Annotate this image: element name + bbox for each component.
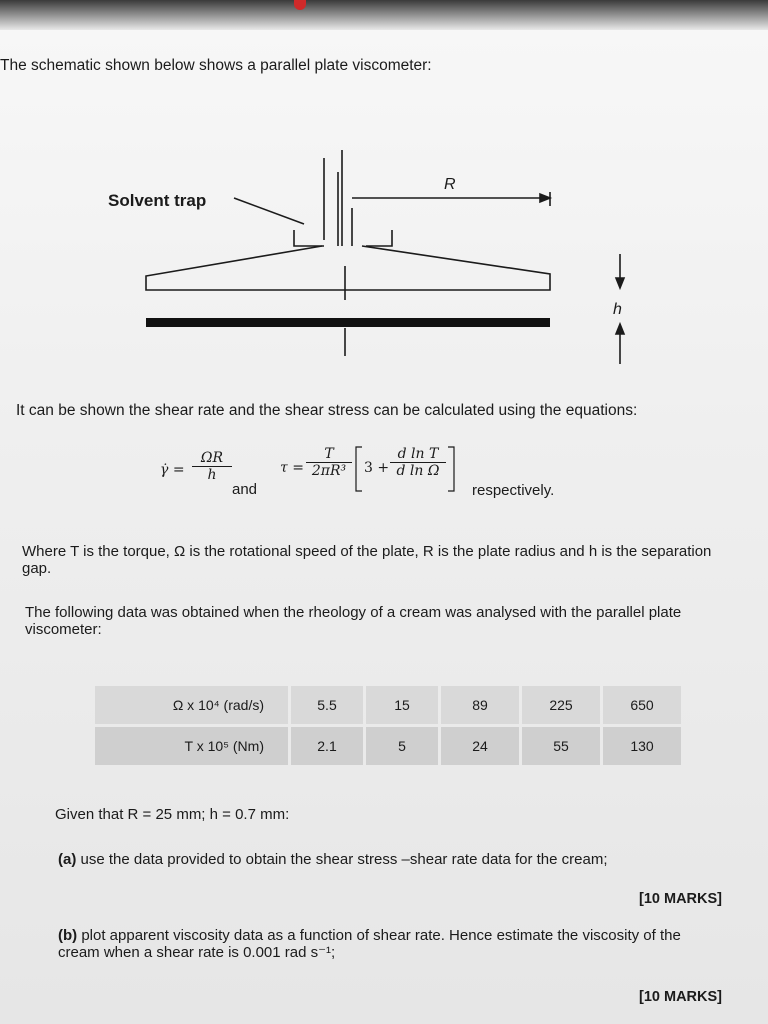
question-b <box>58 927 724 961</box>
table-cell: 130 <box>603 727 681 765</box>
table-cell: 5 <box>366 727 438 765</box>
left-bracket <box>354 446 364 492</box>
table-row-header: T x 10⁵ (Nm) <box>95 727 288 765</box>
respectively-text: respectively. <box>472 482 555 499</box>
table-cell: 24 <box>441 727 519 765</box>
question-b-marks: [10 MARKS] <box>639 989 722 1005</box>
lower-plate <box>146 318 550 327</box>
table-cell: 650 <box>603 686 681 724</box>
table-cell: 5.5 <box>291 686 363 724</box>
shear-stress-equation <box>280 446 460 498</box>
question-a-text: use the data provided to obtain the shear stress –shear rate data for the cream; <box>80 851 608 868</box>
shear-rate-denominator: h <box>207 467 217 483</box>
table-cell: 2.1 <box>291 727 363 765</box>
shear-rate-lhs: γ̇ = <box>160 462 185 478</box>
table-row-header: Ω x 10⁴ (rad/s) <box>95 686 288 724</box>
solvent-trap-label: Solvent trap <box>108 191 207 210</box>
right-bracket <box>446 446 456 492</box>
question-a-marks: [10 MARKS] <box>639 891 722 907</box>
log-denominator: d ln Ω <box>396 463 440 479</box>
question-a <box>58 851 718 868</box>
and-text: and <box>232 481 258 498</box>
table-cell: 225 <box>522 686 600 724</box>
question-b-text: plot apparent viscosity data as a function of shear rate. Hence estimate the viscosity of the cream when a shear rate is 0.001 rad s⁻¹; <box>58 927 681 961</box>
log-numerator: d ln T <box>390 446 446 463</box>
table-cell: 89 <box>441 686 519 724</box>
where-text: Where T is the torque, Ω is the rotational speed of the plate, R is the plate radius and h is the separation gap. <box>22 543 712 577</box>
shear-stress-numerator: T <box>306 446 352 463</box>
viscometer-schematic <box>100 150 640 370</box>
table-cell: 55 <box>522 727 600 765</box>
table-row <box>95 727 681 765</box>
bracket-term: 3 + <box>364 460 390 476</box>
table-row <box>95 686 681 724</box>
table-cell: 15 <box>366 686 438 724</box>
shear-rate-equation <box>160 450 270 500</box>
question-b-label: (b) <box>58 927 78 944</box>
shear-stress-lhs: τ = <box>280 460 304 476</box>
given-text: Given that R = 25 mm; h = 0.7 mm: <box>55 806 290 823</box>
gap-label: h <box>613 301 622 318</box>
shear-rate-numerator: ΩR <box>192 450 232 467</box>
equations-intro: It can be shown the shear rate and the shear stress can be calculated using the equations: <box>16 402 638 419</box>
shear-stress-denominator: 2πR³ <box>311 463 347 479</box>
intro-text: The schematic shown below shows a parallel plate viscometer: <box>0 57 432 74</box>
data-table <box>92 683 684 768</box>
following-text: The following data was obtained when the rheology of a cream was analysed with the parallel plate viscometer: <box>25 604 682 638</box>
question-a-label: (a) <box>58 851 77 868</box>
radius-label: R <box>444 176 456 193</box>
photo-top-strip <box>0 0 768 30</box>
